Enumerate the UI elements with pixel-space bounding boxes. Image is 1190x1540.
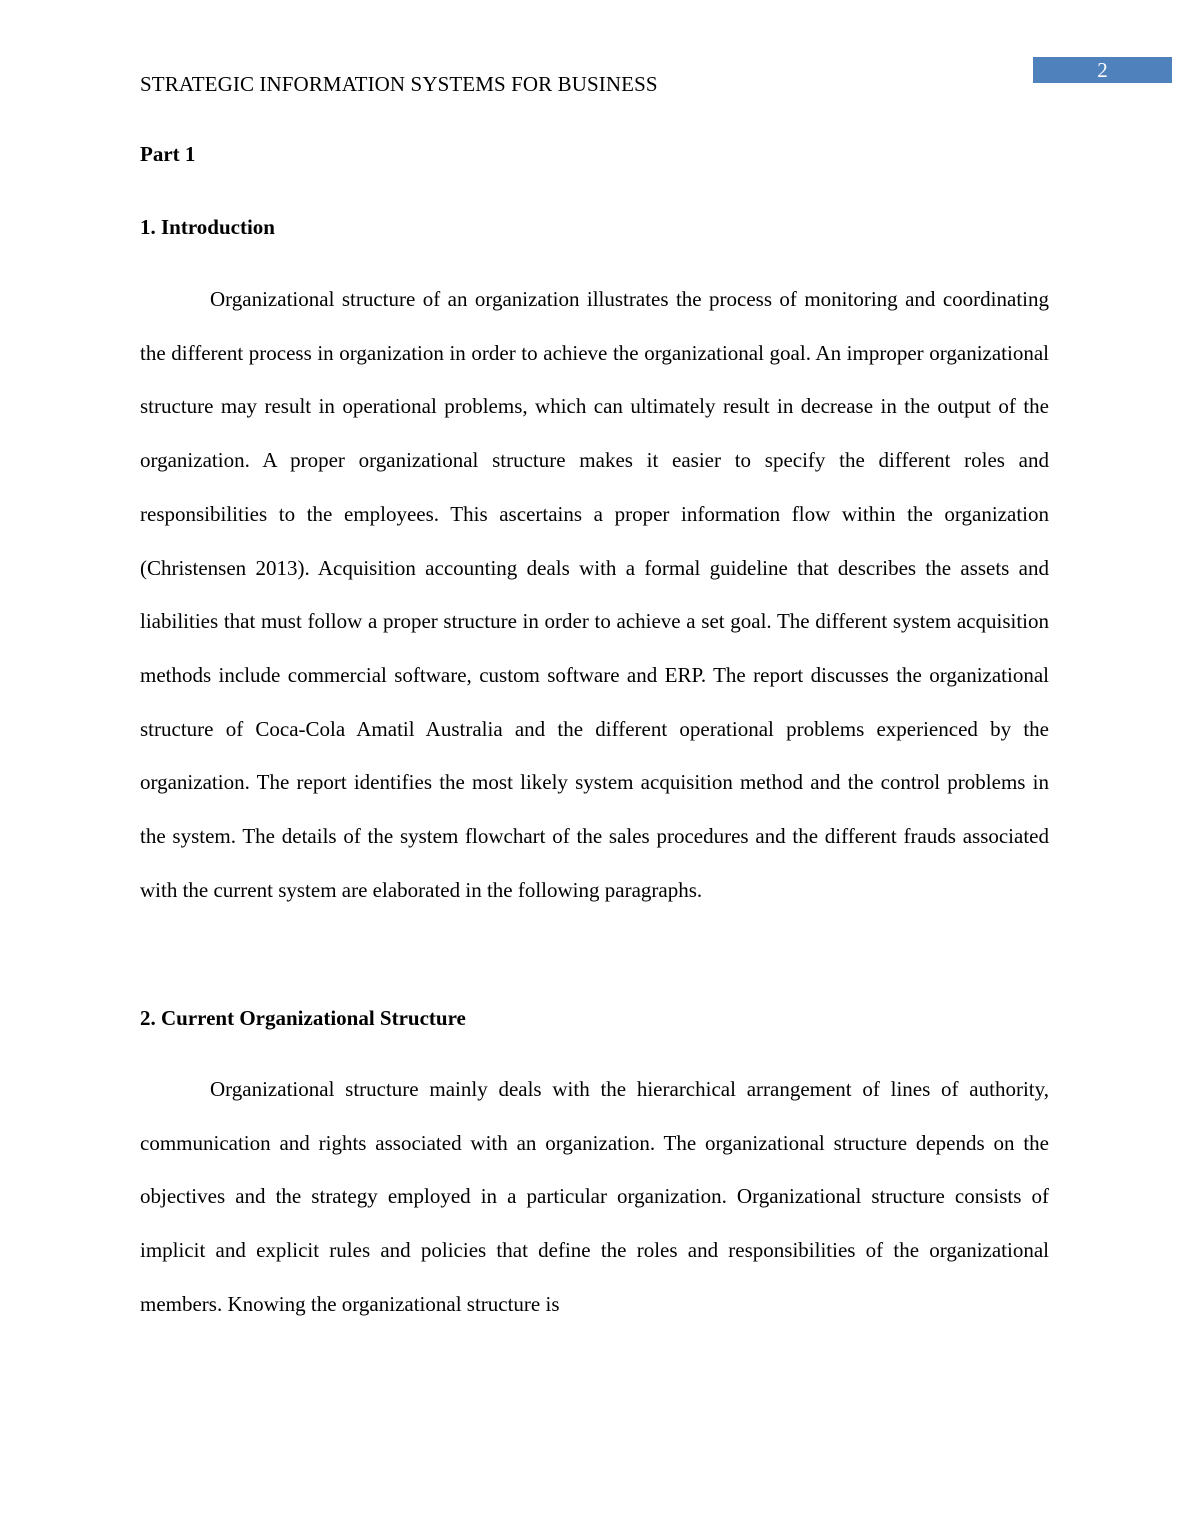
part-title: Part 1 <box>140 142 196 166</box>
page-number: 2 <box>1033 57 1172 83</box>
paragraph-current-structure: Organizational structure mainly deals with the hierarchical arrangement of lines of authority, communication and rights associated with an organization. The organizational structure depends on the objectives and the strategy employed in a particular organization. Organizational structure consists of implicit and explicit rules and policies that define the roles and responsibilities of the organizational members. Knowing the organizational structure is <box>140 1077 1049 1316</box>
section-heading-current-structure: 2. Current Organizational Structure <box>140 1006 466 1030</box>
paragraph-introduction: Organizational structure of an organization illustrates the process of monitoring and coordinating the different process in organization in order to achieve the organizational goal. An improper organizational structure may result in operational problems, which can ultimately result in decrease in the output of the organization. A proper organizational structure makes it easier to specify the different roles and responsibilities to the employees. This ascertains a proper information flow within the organization (Christensen 2013). Acquisition accounting deals with a formal guideline that describes the assets and liabilities that must follow a proper structure in order to achieve a set goal. The different system acquisition methods include commercial software, custom software and ERP. The report discusses the organizational structure of Coca-Cola Amatil Australia and the different operational problems experienced by the organization. The report identifies the most likely system acquisition method and the control problems in the system. The details of the system flowchart of the sales procedures and the different frauds associated with the current system are elaborated in the following paragraphs. <box>140 287 1049 902</box>
running-head: STRATEGIC INFORMATION SYSTEMS FOR BUSINESS <box>140 72 658 96</box>
section-heading-introduction: 1. Introduction <box>140 215 275 239</box>
